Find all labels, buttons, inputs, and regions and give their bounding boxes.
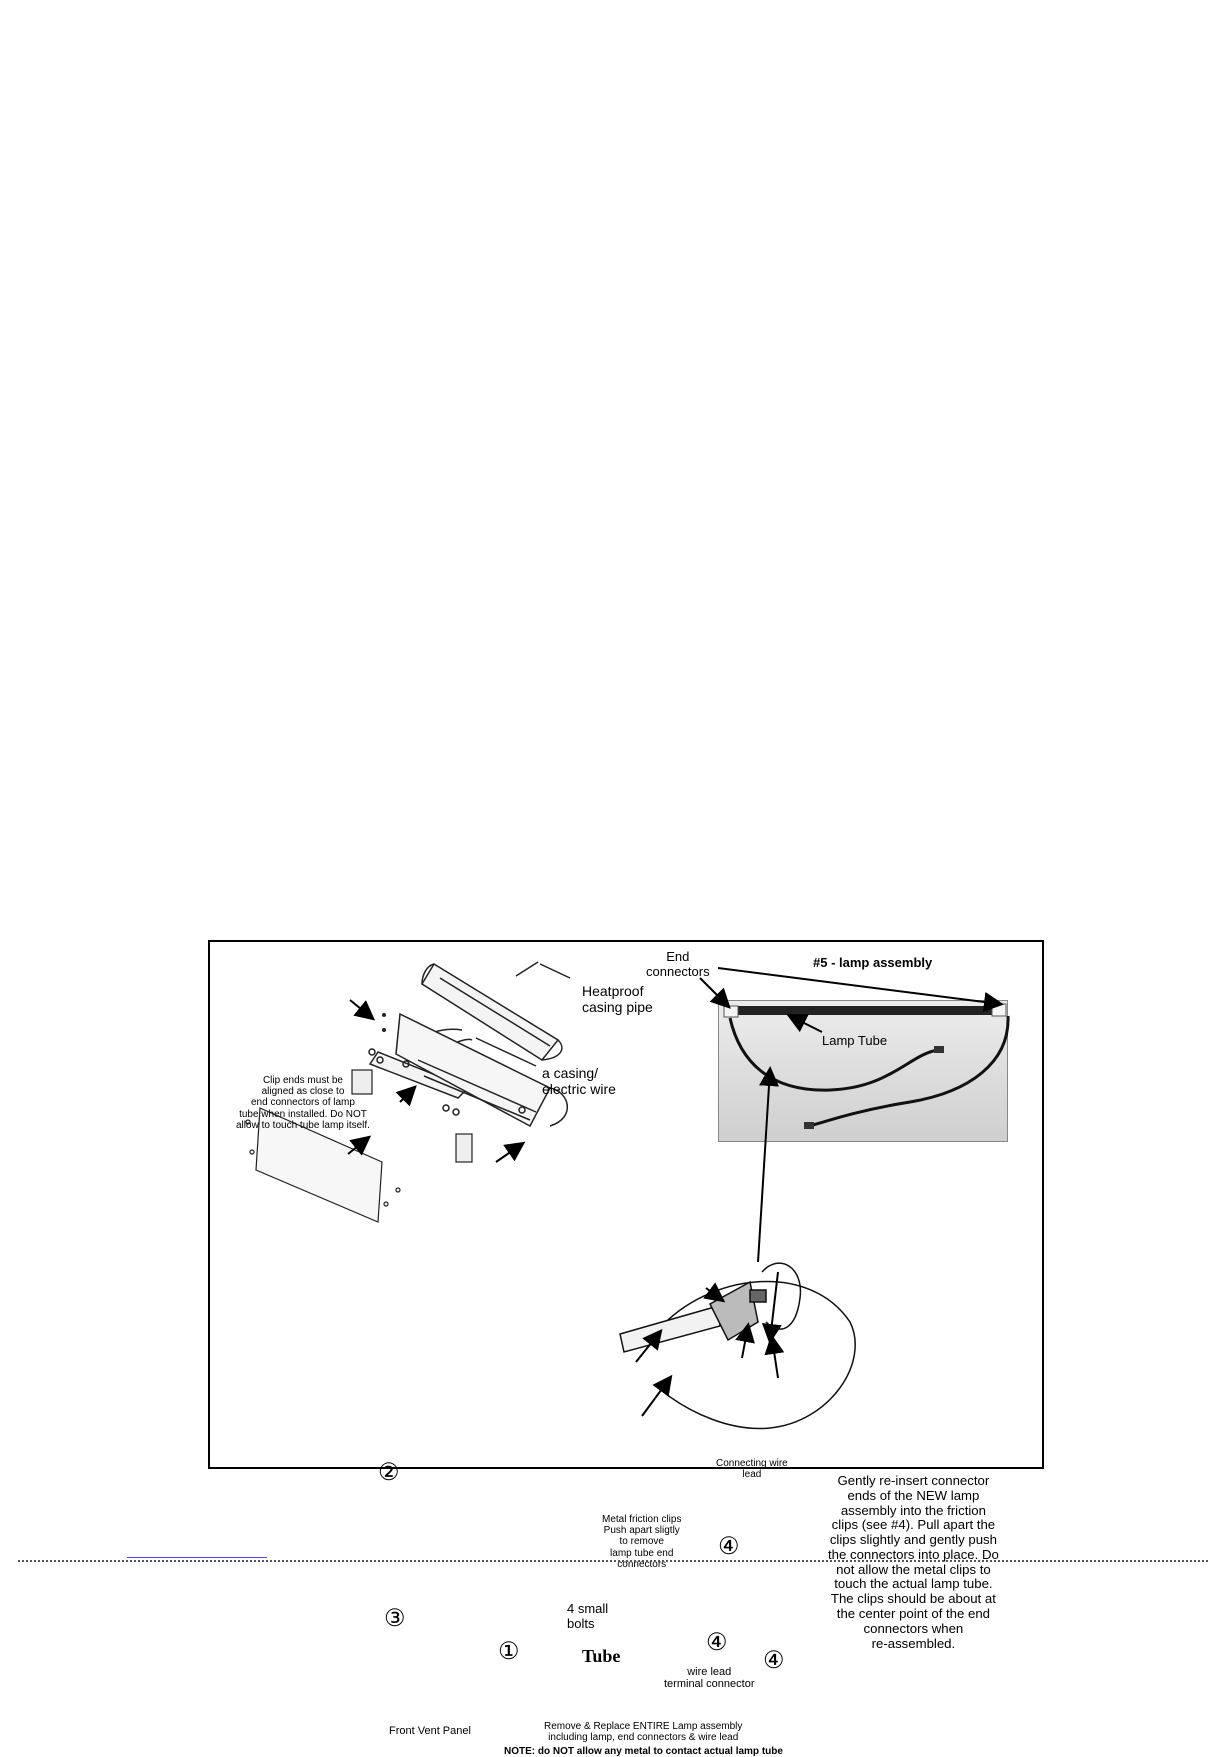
casing-wire-label: a casing/ electric wire <box>542 1065 616 1097</box>
step-two-marker: ② <box>378 1459 400 1486</box>
metal-clips-label: Metal friction clips Push apart sligtly to remove lamp tube end connectors <box>602 1514 682 1570</box>
step-four-marker-a: ④ <box>718 1533 740 1560</box>
step-four-marker-b: ④ <box>706 1629 728 1656</box>
connecting-wire-label: Connecting wire lead <box>716 1458 788 1481</box>
detail-circle <box>620 1263 855 1428</box>
lamp-tube-label: Lamp Tube <box>822 1033 888 1048</box>
step-one-marker: ① <box>498 1638 520 1665</box>
remove-replace-label: Remove & Replace ENTIRE Lamp assembly including lamp, end connectors & wire lead <box>544 1721 743 1744</box>
footer-link-underline[interactable] <box>127 1557 267 1558</box>
end-connectors-label: End connectors <box>646 949 710 979</box>
note-label: NOTE: do NOT allow any metal to contact actual lamp tube <box>504 1746 783 1757</box>
clip-ends-note: Clip ends must be aligned as close to end connectors of lamp tube when installed. Do NOT allow to touch tube lamp itself. <box>236 1075 370 1131</box>
instructions-text: Gently re-insert connector ends of the NEW lamp assembly into the friction clips (see #4). Pull apart the clips slightly and gently push the connectors into place. Do not allow the metal clips to touch the actual lamp tube. The clips should be about at the center point of the end connectors when re-assembled. <box>828 1473 999 1651</box>
footer-dotted-divider <box>18 1560 1208 1562</box>
wire-lead-label: wire lead terminal connector <box>664 1666 755 1691</box>
step-four-marker-c: ④ <box>763 1647 785 1674</box>
tube-label: Tube <box>582 1646 621 1666</box>
heatproof-label: Heatproof casing pipe <box>582 983 653 1015</box>
small-bolts-label: 4 small bolts <box>567 1601 609 1631</box>
diagram-frame <box>208 940 1044 1757</box>
diagram-title: #5 - lamp assembly <box>813 955 933 970</box>
step-three-marker: ③ <box>384 1605 406 1632</box>
front-vent-label: Front Vent Panel <box>389 1725 471 1737</box>
diagram-artwork <box>210 942 1046 1471</box>
